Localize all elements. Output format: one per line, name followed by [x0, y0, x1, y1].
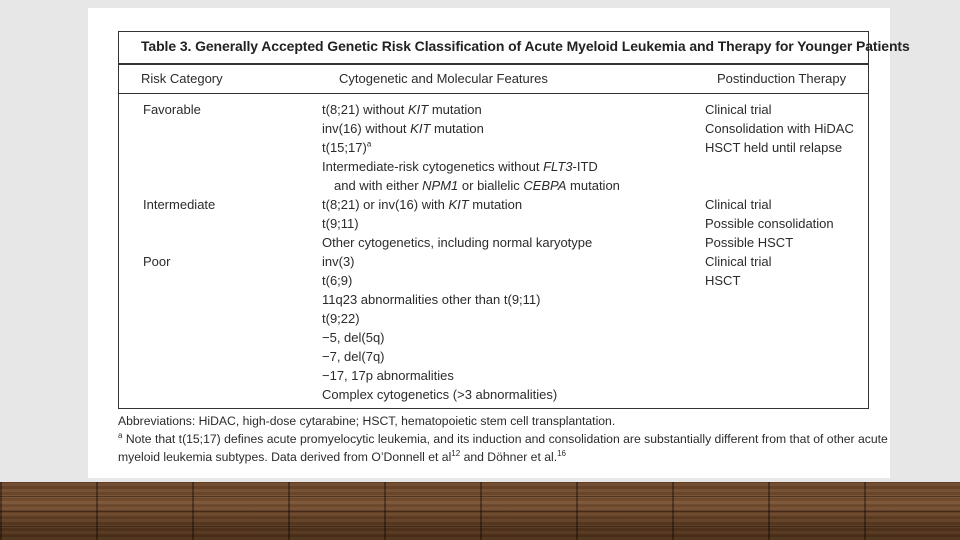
feature-row: t(8;21) without KIT mutation: [322, 102, 482, 117]
footnote-marker: a: [366, 139, 372, 149]
header-rule: [119, 93, 868, 94]
header-postinduction-therapy: Postinduction Therapy: [717, 71, 847, 86]
table-footnotes: [118, 412, 888, 466]
title-rule: [119, 63, 868, 65]
wood-floor-background: [0, 482, 960, 540]
reference-marker: 16: [557, 448, 566, 458]
risk-poor: Poor: [143, 254, 171, 269]
feature-row: Intermediate-risk cytogenetics without FLT3-ITD: [322, 159, 598, 174]
footnote-a: $^a$ Note that t(15;17) defines acute promyelocytic leukemia, and its induction and consolidation are substantially different from that of other acute: [118, 430, 888, 446]
slide-card: [88, 8, 910, 478]
therapy-row: Clinical trial: [705, 254, 772, 269]
feature-row: inv(16) without KIT mutation: [322, 121, 484, 136]
feature-row: 11q23 abnormalities other than t(9;11): [322, 292, 541, 307]
feature-row: t(15;17)$^a$: [322, 139, 372, 155]
therapy-row: HSCT: [705, 273, 741, 288]
feature-row: t(8;21) or inv(16) with KIT mutation: [322, 197, 523, 212]
risk-intermediate: Intermediate: [143, 197, 216, 212]
feature-row: inv(3): [322, 254, 355, 269]
therapy-row: Consolidation with HiDAC: [705, 121, 854, 136]
risk-favorable: Favorable: [143, 102, 201, 117]
feature-row: Complex cytogenetics (>3 abnormalities): [322, 387, 558, 402]
footnote-a-continued: myeloid leukemia subtypes. Data derived from O’Donnell et $al^{12}$ and Döhner et al.$^{16}$: [118, 448, 566, 464]
risk-classification-table: [118, 31, 910, 409]
feature-row: −7, del(7q): [322, 349, 385, 364]
therapy-row: HSCT held until relapse: [705, 140, 843, 155]
therapy-row: Clinical trial: [705, 102, 772, 117]
table-title: Table 3. Generally Accepted Genetic Risk Classification of Acute Myeloid Leukemia and Therapy for Younger Patients: [141, 38, 910, 54]
header-risk-category: Risk Category: [141, 71, 223, 86]
feature-row: Other cytogenetics, including normal karyotype: [322, 235, 593, 250]
header-cytogenetic-features: Cytogenetic and Molecular Features: [339, 71, 548, 86]
feature-row: t(9;11): [322, 216, 359, 231]
abbreviations-note: Abbreviations: HiDAC, high-dose cytarabine; HSCT, hematopoietic stem cell transplantation.: [118, 414, 616, 428]
feature-row: t(9;22): [322, 311, 360, 326]
reference-marker: 12: [451, 448, 461, 458]
feature-row: t(6;9): [322, 273, 353, 288]
therapy-row: Possible HSCT: [705, 235, 794, 250]
feature-row: and with either NPM1 or biallelic CEBPA mutation: [334, 178, 620, 193]
feature-row: −5, del(5q): [322, 330, 385, 345]
feature-row: −17, 17p abnormalities: [322, 368, 454, 383]
therapy-row: Clinical trial: [705, 197, 772, 212]
therapy-row: Possible consolidation: [705, 216, 834, 231]
